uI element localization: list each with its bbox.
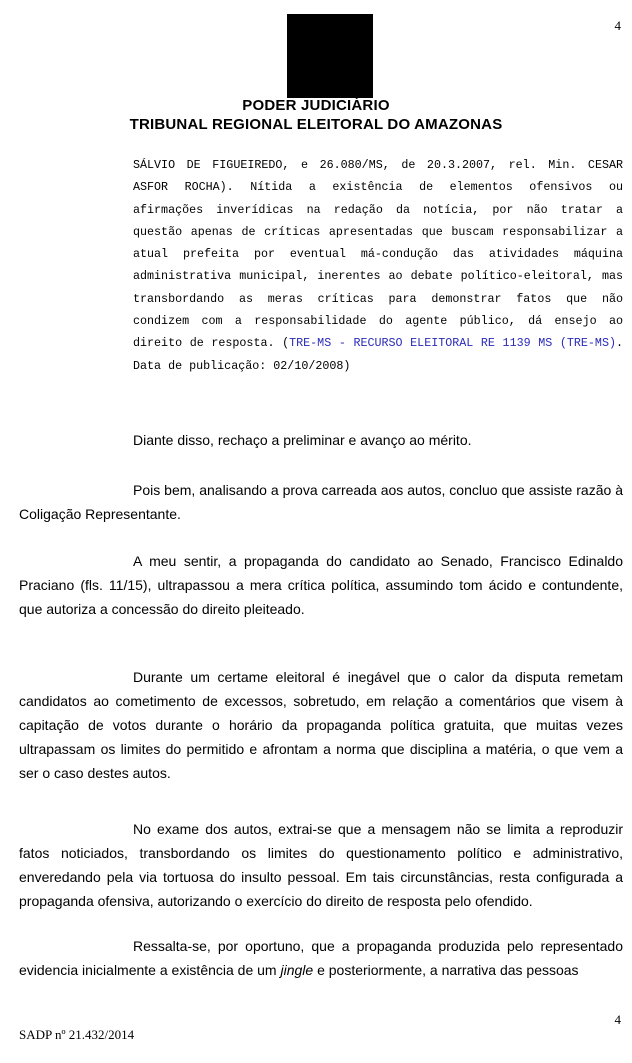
header-court-name: TRIBUNAL REGIONAL ELEITORAL DO AMAZONAS: [129, 116, 503, 133]
page-number-bottom: 4: [614, 1012, 621, 1027]
quote-text: SÁLVIO DE FIGUEIREDO, e 26.080/MS, de 20.3.2007, rel. Min. CESAR ASFOR ROCHA). Nítida a existência de elementos ofensivos ou afirmações inverídicas na redação da notícia, por não tratar a questão apenas de críticas apresentadas que buscam responsabilizar a atual prefeita por eventual má-condução das atividades máquina administrativa municipal, inerentes ao debate político-eleitoral, mas transbordando as meras críticas para demonstrar fatos que não condizem com a responsabilidade do agente público, dá ensejo ao direito de resposta. (: [133, 158, 623, 351]
paragraph-6: [19, 934, 623, 982]
footer-doc-reference: SADP nº 21.432/2014: [19, 1027, 135, 1042]
paragraph-6-text-b: e posteriormente, a narrativa das pessoas: [313, 962, 579, 978]
quote-citation-link[interactable]: TRE-MS - RECURSO ELEITORAL RE 1139 MS (TRE-MS): [289, 336, 616, 351]
page-number-top: 4: [614, 18, 621, 33]
redacted-seal: [287, 14, 373, 98]
paragraph-2-text: Pois bem, analisando a prova carreada aos autos, concluo que assiste razão à Coligação Representante.: [19, 482, 623, 522]
quote-tail: . Data de publicação: 02/10/2008): [133, 336, 623, 373]
paragraph-1-text: Diante disso, rechaço a preliminar e avanço ao mérito.: [133, 432, 472, 448]
paragraph-1: [19, 428, 623, 452]
paragraph-5-text: No exame dos autos, extrai-se que a mensagem não se limita a reproduzir fatos noticiados, transbordando os limites do questionamento político e administrativo, enveredando pela via tortuosa do insulto pessoal. Em tais circunstâncias, resta configurada a propaganda ofensiva, autorizando o exercício do direito de resposta pelo ofendido.: [19, 821, 623, 909]
paragraph-4-text: Durante um certame eleitoral é inegável que o calor da disputa remetam candidatos ao cometimento de excessos, sobretudo, em relação a comentários que visem à capitação de votos durante o horário da propaganda política gratuita, que muitas vezes ultrapassam os limites do permitido e afrontam a norma que disciplina a matéria, o que vem a ser o caso destes autos.: [19, 669, 623, 781]
paragraph-5: [19, 817, 623, 913]
paragraph-6-text-a: Ressalta-se, por oportuno, que a propaganda produzida pelo representado evidencia inicialmente a existência de um: [19, 938, 623, 978]
paragraph-2: [19, 478, 623, 526]
paragraph-4: [19, 665, 623, 785]
paragraph-6-emphasis: jingle: [280, 962, 314, 978]
paragraph-3: [19, 549, 623, 621]
jurisprudence-quote: [133, 154, 623, 377]
header-court-branch: PODER JUDICIÁRIO: [242, 97, 390, 114]
paragraph-3-text: A meu sentir, a propaganda do candidato ao Senado, Francisco Edinaldo Praciano (fls. 11/15), ultrapassou a mera crítica política, assumindo tom ácido e contundente, que autoriza a concessão do direito pleiteado.: [19, 553, 623, 617]
